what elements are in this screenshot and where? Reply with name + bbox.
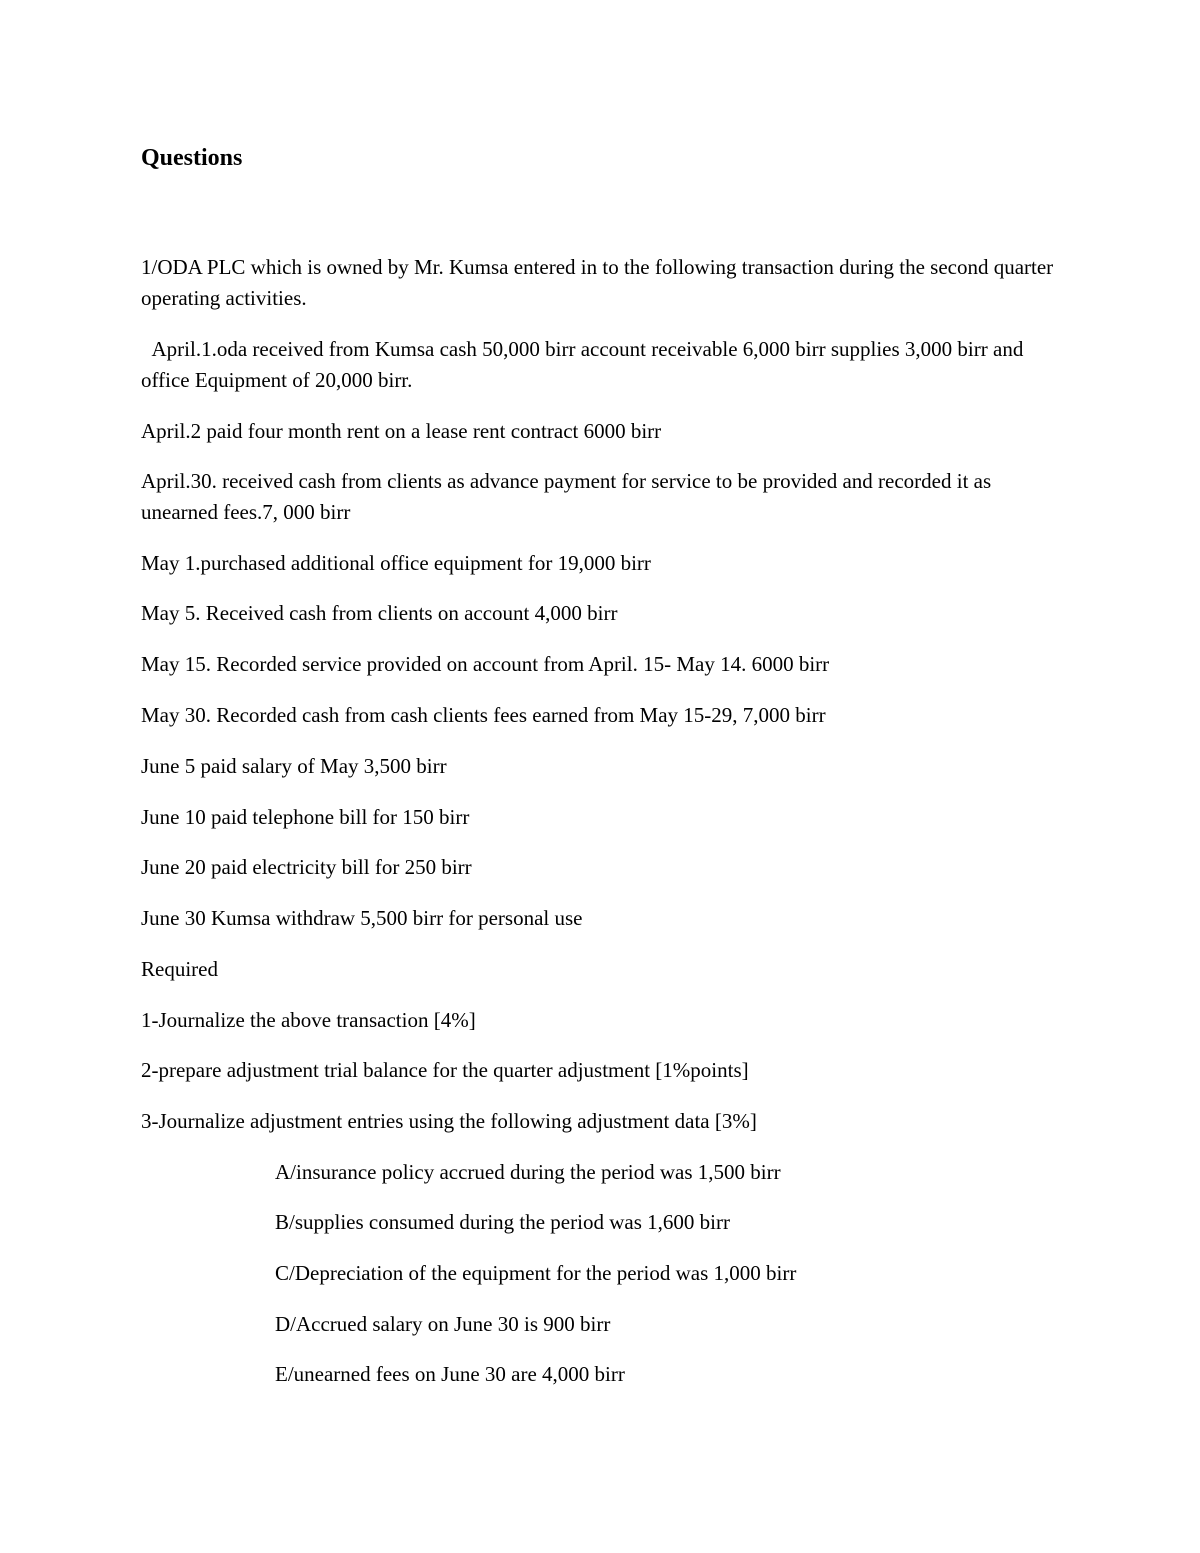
adjustment-c: C/Depreciation of the equipment for the period was 1,000 birr <box>275 1261 797 1285</box>
requirement-1: 1-Journalize the above transaction [4%] <box>141 1008 476 1032</box>
required-label: Required <box>141 957 218 981</box>
adjustment-e: E/unearned fees on June 30 are 4,000 birr <box>275 1362 625 1386</box>
requirement-3: 3-Journalize adjustment entries using the following adjustment data [3%] <box>141 1109 757 1133</box>
transaction-april-30: April.30. received cash from clients as advance payment for service to be provided and recorded it as unearned fees.7, 000 birr <box>141 469 992 524</box>
transaction-april-1: April.1.oda received from Kumsa cash 50,000 birr account receivable 6,000 birr supplies 3,000 birr and office Equipment of 20,000 birr. <box>141 337 1029 392</box>
transaction-may-15: May 15. Recorded service provided on account from April. 15- May 14. 6000 birr <box>141 652 830 676</box>
transaction-june-20: June 20 paid electricity bill for 250 birr <box>141 855 472 879</box>
requirement-2: 2-prepare adjustment trial balance for the quarter adjustment [1%points] <box>141 1058 749 1082</box>
adjustment-d: D/Accrued salary on June 30 is 900 birr <box>275 1312 611 1336</box>
adjustment-a: A/insurance policy accrued during the period was 1,500 birr <box>275 1160 781 1184</box>
transaction-june-5: June 5 paid salary of May 3,500 birr <box>141 754 447 778</box>
transaction-june-10: June 10 paid telephone bill for 150 birr <box>141 805 470 829</box>
transaction-june-30: June 30 Kumsa withdraw 5,500 birr for personal use <box>141 906 583 930</box>
page-title: Questions <box>141 145 243 171</box>
adjustment-b: B/supplies consumed during the period was 1,600 birr <box>275 1210 730 1234</box>
transaction-may-1: May 1.purchased additional office equipment for 19,000 birr <box>141 551 651 575</box>
transaction-may-5: May 5. Received cash from clients on account 4,000 birr <box>141 601 618 625</box>
transaction-april-2: April.2 paid four month rent on a lease rent contract 6000 birr <box>141 419 662 443</box>
intro-paragraph: 1/ODA PLC which is owned by Mr. Kumsa entered in to the following transaction during the second quarter operating activities. <box>141 255 1054 310</box>
transaction-may-30: May 30. Recorded cash from cash clients fees earned from May 15-29, 7,000 birr <box>141 703 826 727</box>
